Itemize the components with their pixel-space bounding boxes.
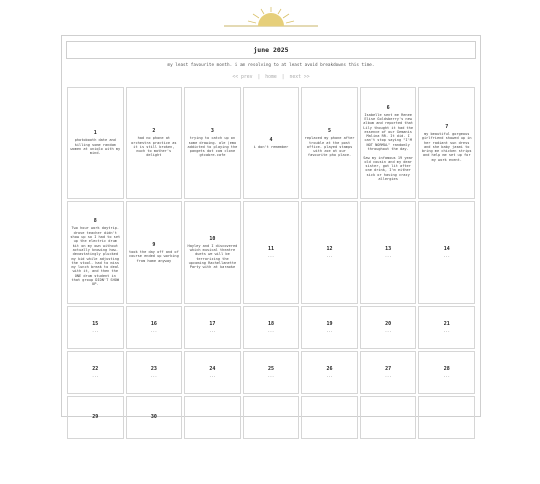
day-note: ...: [150, 329, 158, 334]
day-cell: [67, 396, 124, 439]
day-note: had no phone at orchestra practice as it is still broken, much to mother's delight: [131, 136, 177, 158]
day-number: 1: [93, 130, 97, 137]
day-cell: [360, 396, 417, 439]
day-number: 24: [209, 366, 216, 373]
day-number: 25: [267, 366, 274, 373]
day-number: 4: [269, 136, 273, 143]
day-note: ...: [384, 329, 392, 334]
day-cell: [301, 201, 358, 304]
day-cell: [184, 87, 241, 199]
day-note: ...: [92, 329, 99, 334]
day-cell: [418, 201, 475, 304]
day-number: 23: [150, 366, 157, 373]
day-cell: [184, 351, 241, 394]
day-cell: [67, 351, 124, 394]
day-note: ...: [443, 254, 450, 259]
day-note: Isabelle sent me Renee Elise Goldsberry's new album and reported that Lily thought it had the essence of our Gemanis Malina RR. It did. I can't stop saying "I'M NOT NORMAL" randomly throughout the day. Saw my infamous 19 year old cousin and my dear sister, got lit after one drink, I'm either sick or having crazy allergies: [363, 112, 414, 182]
day-cell: [67, 306, 124, 349]
day-cell: [360, 87, 417, 199]
day-cell: [301, 306, 358, 349]
page-subtitle: my least favourite month. i am resolving to at least avoid breakdowns this time.: [167, 63, 375, 68]
day-cell: [184, 396, 241, 439]
day-note: ...: [92, 374, 99, 379]
day-cell: [184, 306, 241, 349]
day-number: 27: [385, 366, 392, 373]
day-note: replaced my phone after trouble at the post office. played stamps with zoe at our favourite pho place.: [304, 136, 355, 158]
day-cell: [418, 396, 475, 439]
day-cell: [184, 201, 241, 304]
day-note: ...: [326, 254, 333, 259]
day-cell: [67, 87, 124, 199]
day-note: ...: [443, 329, 450, 334]
day-cell: [360, 201, 417, 304]
calendar-grid: [67, 87, 475, 484]
day-note: ...: [150, 374, 158, 379]
sunrise-icon: [222, 6, 320, 28]
day-note: ...: [326, 329, 333, 334]
day-number: 3: [210, 128, 214, 135]
pagination-nav: [62, 75, 480, 80]
next-link[interactable]: next >>: [289, 75, 310, 80]
day-cell: [67, 201, 124, 304]
day-number: 10: [209, 235, 216, 242]
day-number: 6: [386, 104, 390, 111]
day-note: ...: [326, 374, 333, 379]
day-note: ...: [209, 329, 216, 334]
day-note: i don't remember: [253, 144, 289, 149]
day-note: photobooth date and killing some random women at uniqlo with my mind.: [70, 138, 121, 156]
day-number: 29: [92, 413, 99, 420]
calendar-frame: [61, 35, 481, 420]
day-cell: [126, 351, 183, 394]
prev-link[interactable]: << prev: [232, 75, 253, 80]
day-cell: [418, 306, 475, 349]
day-note: my beautiful gorgeous girlfriend showed up in her radiant sun dress and she baby jasmi to bring me chicken strips and help me set up for my work event.: [421, 131, 472, 162]
day-number: 13: [385, 246, 392, 253]
page-title: june 2025: [66, 41, 476, 59]
day-cell: [126, 396, 183, 439]
day-cell: [301, 87, 358, 199]
day-cell: [126, 201, 183, 304]
day-number: 14: [443, 246, 450, 253]
day-note: ...: [443, 374, 450, 379]
day-number: 17: [209, 321, 216, 328]
day-cell: [243, 201, 300, 304]
nav-separator: |: [281, 75, 285, 80]
day-number: 16: [150, 321, 157, 328]
day-number: 21: [443, 321, 450, 328]
day-number: 19: [326, 321, 333, 328]
day-note: ...: [209, 374, 216, 379]
day-cell: [360, 306, 417, 349]
day-cell: [243, 351, 300, 394]
day-number: 12: [326, 246, 333, 253]
day-number: 11: [267, 246, 274, 253]
day-note: trying to catch up on some drawing. ale (emo addicted to playing the pangets dot com clone gtcabre.cafe: [187, 136, 238, 158]
day-cell: [360, 351, 417, 394]
day-number: 15: [92, 321, 99, 328]
nav-separator: |: [257, 75, 261, 80]
day-number: 2: [152, 128, 156, 135]
day-cell: [243, 306, 300, 349]
day-note: Two hour work daytrip. drove teacher didn't show up so I had to set up the electric drum kit on my own without actually knowing how. devastatingly plucked my kid while adjusting the stool. had to miss my lunch break to deal with it, and then the ONE drum student in that group DIDN'T SHOW UP.: [70, 226, 121, 287]
day-note: ...: [267, 329, 275, 334]
day-cell: [126, 306, 183, 349]
day-number: 26: [326, 366, 333, 373]
day-cell: [301, 396, 358, 439]
day-number: 30: [150, 413, 157, 420]
day-cell: [243, 87, 300, 199]
day-number: 5: [328, 128, 332, 135]
day-number: 18: [267, 321, 274, 328]
day-note: Hayley and I discovered which musical theatre duets we will be terrorizing the upcoming Rachellanette Party with at karaoke: [187, 243, 238, 270]
day-number: 20: [385, 321, 392, 328]
day-number: 28: [443, 366, 450, 373]
day-note: ...: [267, 254, 275, 259]
day-number: 9: [152, 242, 156, 249]
day-number: 7: [445, 123, 449, 130]
day-note: ...: [384, 374, 392, 379]
day-number: 8: [93, 218, 97, 225]
day-cell: [126, 87, 183, 199]
day-note: ...: [384, 254, 392, 259]
day-cell: [418, 351, 475, 394]
day-cell: [243, 396, 300, 439]
day-note: took the day off and of course ended up working from home anyway: [128, 250, 179, 263]
day-cell: [418, 87, 475, 199]
day-number: 22: [92, 366, 99, 373]
day-cell: [301, 351, 358, 394]
home-link[interactable]: home: [265, 75, 277, 80]
day-note: ...: [267, 374, 275, 379]
